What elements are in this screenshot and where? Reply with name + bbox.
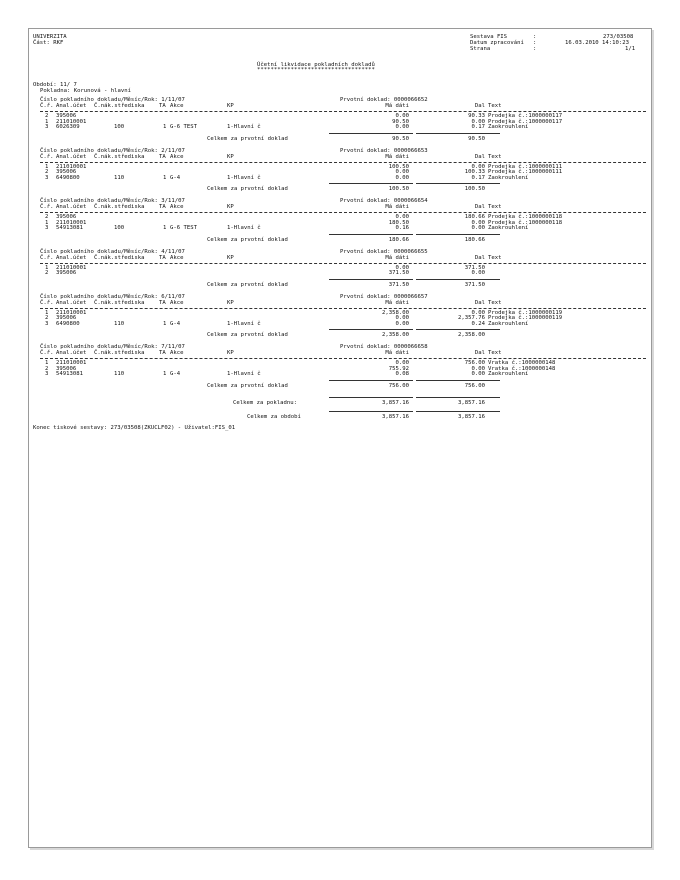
document-total-label: Celkem za prvotní doklad (207, 332, 288, 338)
row-number: 1 (45, 219, 49, 226)
col-action: Akce (170, 153, 184, 160)
col-credit: Dal (474, 103, 485, 109)
col-credit: Dal (474, 254, 485, 261)
row-kp: 1-Hlavní č (227, 320, 261, 327)
row-number: 1 (45, 309, 49, 316)
row-account: 211010001 (56, 309, 87, 316)
document-total-credit: 2,358.00 (458, 332, 485, 338)
row-kp: 1-Hlavní č (227, 174, 261, 181)
row-text: Vratka č.:1000000148 (488, 365, 556, 372)
row-credit: 0.00 (471, 309, 485, 316)
row-debit: 371.50 (388, 270, 409, 276)
period-total-line-credit (416, 411, 500, 412)
col-kp: KP (227, 350, 234, 356)
row-account: 395006 (56, 214, 77, 220)
col-debit: Má dáti (385, 103, 409, 109)
col-cost-center: Č.nák.střediska (94, 350, 145, 356)
row-text: Vratka č.:1000000148 (488, 360, 556, 366)
row-cost-center: 110 (114, 320, 125, 327)
processed-at: 16.03.2010 14:10:23 (565, 40, 629, 46)
row-ta: 1 (163, 371, 167, 377)
document-total-label: Celkem za prvotní doklad (207, 135, 288, 142)
period-total-credit: 3,857.16 (458, 413, 485, 420)
cashbox-label: Pokladna: Korunová - hlavní (40, 88, 131, 94)
primary-doc-number: Prvotní doklad: 0000066652 (340, 97, 428, 103)
row-number: 1 (45, 118, 49, 125)
col-ta: TA (159, 254, 166, 261)
col-kp: KP (227, 153, 234, 160)
row-number: 1 (45, 163, 49, 170)
col-account: Anal.účet (56, 299, 87, 306)
row-action: G-6 TEST (170, 225, 197, 231)
col-text: Text (488, 103, 502, 109)
cashbox-total-label: Celkem za pokladnu: (233, 399, 297, 406)
row-credit: 0.00 (471, 219, 485, 226)
document-total-debit: 756.00 (388, 382, 409, 389)
row-debit: 2,358.00 (382, 309, 409, 316)
row-number: 3 (45, 124, 49, 130)
col-credit: Dal (474, 153, 485, 160)
col-cost-center: Č.nák.střediska (94, 204, 145, 210)
row-kp: 1-Hlavní č (227, 124, 261, 130)
total-line-debit (329, 133, 413, 134)
primary-doc-number: Prvotní doklad: 0000066654 (340, 198, 428, 204)
col-debit: Má dáti (385, 153, 409, 160)
col-text: Text (488, 204, 502, 210)
row-debit: 0.00 (395, 169, 409, 175)
document-total-label: Celkem za prvotní doklad (207, 236, 288, 243)
document-number: Číslo pokladního dokladu/Měsíc/Rok: 3/11/07 (40, 198, 185, 204)
cashbox-total-credit: 3,857.16 (458, 399, 485, 406)
total-line-credit (416, 183, 500, 184)
row-number: 2 (45, 315, 49, 321)
row-text: Prodejka č.:1000000118 (488, 219, 563, 226)
col-credit: Dal (474, 350, 485, 356)
row-account: 395006 (56, 169, 77, 175)
row-number: 3 (45, 174, 49, 181)
period-label: Období: 11/ 7 (33, 82, 77, 88)
primary-doc-number: Prvotní doklad: 0000066657 (340, 293, 428, 300)
period-total-line-debit (329, 411, 413, 412)
document-total-credit: 371.50 (464, 281, 485, 288)
row-credit: 90.33 (468, 113, 485, 119)
row-number: 3 (45, 371, 49, 377)
row-debit: 0.00 (395, 315, 409, 321)
report-label: Sestava FIS (470, 34, 508, 40)
header-divider (40, 263, 646, 264)
col-ta: TA (159, 299, 166, 306)
row-account: 211010001 (56, 360, 87, 366)
row-text: Prodejka č.:1000000111 (488, 169, 563, 175)
document-total-credit: 756.00 (464, 382, 485, 389)
cashbox-value: Korunová - hlavní (73, 88, 131, 94)
row-account: 211010001 (56, 118, 87, 125)
col-text: Text (488, 153, 502, 160)
header-divider (40, 162, 646, 163)
row-credit: 0.00 (471, 371, 485, 377)
header-divider (40, 358, 646, 359)
total-line-debit (329, 183, 413, 184)
document-number: Číslo pokladního dokladu/Měsíc/Rok: 1/11/07 (40, 97, 185, 103)
col-action: Akce (170, 204, 184, 210)
row-credit: 371.50 (464, 264, 485, 271)
document-total-debit: 100.50 (388, 186, 409, 192)
row-account: 6490800 (56, 320, 80, 327)
report-title: Účetní likvidace pokladních dokladů (257, 62, 375, 68)
row-text: Prodejka č.:1000000119 (488, 315, 563, 321)
col-ta: TA (159, 350, 166, 356)
col-text: Text (488, 350, 502, 356)
row-credit: 0.00 (471, 163, 485, 170)
row-credit: 100.33 (464, 169, 485, 175)
row-text: Prodejka č.:1000000117 (488, 113, 563, 119)
document-total-debit: 90.50 (392, 135, 409, 142)
row-ta: 1 (163, 320, 167, 327)
col-ta: TA (159, 103, 166, 109)
row-text: Zaokrouhlení (488, 174, 529, 181)
row-account: 6026309 (56, 124, 80, 130)
header-divider (40, 111, 646, 112)
row-credit: 0.00 (471, 365, 485, 372)
row-debit: 90.50 (392, 118, 409, 125)
row-text: Prodejka č.:1000000111 (488, 163, 563, 170)
col-credit: Dal (474, 299, 485, 306)
org-name: UNIVERZITA (33, 34, 67, 40)
row-account: 6490800 (56, 174, 80, 181)
col-row-no: Č.ř. (40, 254, 54, 261)
row-debit: 0.00 (395, 360, 409, 366)
row-number: 3 (45, 320, 49, 327)
document-total-debit: 2,358.00 (382, 332, 409, 338)
document-total-credit: 180.66 (464, 236, 485, 243)
col-action: Akce (170, 299, 184, 306)
primary-doc-number: Prvotní doklad: 0000066653 (340, 147, 428, 154)
row-action: G-4 (170, 371, 181, 377)
document-number: Číslo pokladního dokladu/Měsíc/Rok: 7/11/07 (40, 344, 185, 350)
row-account: 211010001 (56, 219, 87, 226)
col-account: Anal.účet (56, 350, 87, 356)
report-footer: Konec tiskové sestavy: 273/03508(ZKUCLF02) - Uživatel:FIS_01 (33, 424, 236, 431)
row-debit: 0.08 (395, 371, 409, 377)
row-cost-center: 110 (114, 174, 125, 181)
col-account: Anal.účet (56, 103, 87, 109)
primary-doc-number: Prvotní doklad: 0000066655 (340, 248, 428, 255)
row-action: G-6 TEST (170, 124, 197, 130)
row-number: 2 (45, 169, 49, 175)
cashbox-total-line-debit (329, 397, 413, 398)
row-credit: 0.24 (471, 320, 485, 327)
document-total-label: Celkem za prvotní doklad (207, 281, 288, 288)
row-account: 54913081 (56, 225, 83, 231)
row-debit: 0.00 (395, 113, 409, 119)
row-account: 395006 (56, 315, 77, 321)
total-line-debit (329, 234, 413, 235)
row-number: 2 (45, 214, 49, 220)
row-kp: 1-Hlavní č (227, 225, 261, 231)
row-credit: 0.00 (471, 225, 485, 231)
row-number: 2 (45, 270, 49, 276)
col-debit: Má dáti (385, 299, 409, 306)
primary-doc-number: Prvotní doklad: 0000066658 (340, 344, 428, 350)
total-line-credit (416, 279, 500, 280)
document-total-label: Celkem za prvotní doklad (207, 186, 288, 192)
row-credit: 0.00 (471, 118, 485, 125)
row-ta: 1 (163, 225, 167, 231)
period-total-debit: 3,857.16 (382, 413, 409, 420)
total-line-credit (416, 380, 500, 381)
col-debit: Má dáti (385, 204, 409, 210)
col-kp: KP (227, 103, 234, 109)
row-cost-center: 110 (114, 371, 125, 377)
row-debit: 0.00 (395, 264, 409, 271)
cashbox-total-line-credit (416, 397, 500, 398)
row-debit: 100.50 (388, 163, 409, 170)
row-number: 1 (45, 360, 49, 366)
row-text: Prodejka č.:1000000118 (488, 214, 563, 220)
row-text: Zaokrouhlení (488, 225, 529, 231)
row-action: G-4 (170, 320, 181, 327)
col-kp: KP (227, 204, 234, 210)
col-row-no: Č.ř. (40, 103, 54, 109)
row-ta: 1 (163, 124, 167, 130)
document-total-debit: 371.50 (388, 281, 409, 288)
row-account: 211010001 (56, 264, 87, 271)
header-divider (40, 308, 646, 309)
report-page: UNIVERZITA Část: RKF Sestava FIS : 273/03508 Datum zpracování : 16.03.2010 14:10:23 Strana : 1/1 Účetní likvidace pokladních dokladů *********************************** Období: 11/ 7 Pokladna: Korunová - hlavní Číslo pokladního dokladu/Měsíc/Rok: 1/11/07 Prvotní doklad: 0000066652 Č.ř. Anal.účet Č.nák.střediska TA Akce KP Má dáti Dal Text 2 395006 0.00 90.33 Prodejka č.:1000000117 1 211010001 90.50 0.00 Prodejka č.:1000000117 3 6026309 100 1 G-6 TEST 1-Hlavní č 0.00 0.17 Zaokrouhlení Celkem za prvotní doklad 90.50 90.50 Číslo pokladního dokladu/Měsíc/Rok: 2/11/07 Prvotní doklad: 0000066653 Č.ř. Anal.účet Č.nák.střediska TA Akce KP Má dáti Dal Text 1 211010001 100.50 0.00 Prodejka č.:1000000111 2 395006 0.00 100.33 Prodejka č.:1000000111 3 6490800 110 1 G-4 1-Hlavní č 0.00 0.17 Zaokrouhlení Celkem za prvotní doklad 100.50 100.50 Číslo pokladního dokladu/Měsíc/Rok: 3/11/07 Prvotní doklad: 0000066654 Č.ř. Anal.účet Č.nák.střediska TA Akce KP Má dáti Dal Text 2 395006 0.00 180.66 Prodejka č.:1000000118 1 211010001 180.50 0.00 Prodejka č.:1000000118 3 54913081 100 1 G-6 TEST 1-Hlavní č 0.16 0.00 Zaokrouhlení Celkem za prvotní doklad 180.66 180.66 Číslo pokladního dokladu/Měsíc/Rok: 4/11/07 Prvotní doklad: 0000066655 Č.ř. Anal.účet Č.nák.střediska TA Akce KP Má dáti Dal Text 1 211010001 0.00 371.50 2 395006 371.50 0.00 Celkem za prvotní doklad 371.50 371.50 Číslo pokladního dokladu/Měsíc/Rok: 6/11/07 Prvotní doklad: 0000066657 Č.ř. Anal.účet Č.nák.střediska TA Akce KP Má dáti Dal Text 1 211010001 2,358.00 0.00 Prodejka č.:1000000119 2 395006 0.00 2,357.76 Prodejka č.:1000000119 3 6490800 110 1 G-4 1-Hlavní č 0.00 0.24 Zaokrouhlení Celkem za prvotní doklad 2,358.00 2,358.00 Číslo pokladního dokladu/Měsíc/Rok: 7/11/07 Prvotní doklad: 0000066658 Č.ř. Anal.účet Č.nák.střediska TA Akce KP Má dáti Dal Text 1 211010001 0.00 756.00 Vratka č.:1000000148 2 395006 755.92 0.00 Vratka č.:1000000148 3 54913081 110 1 G-4 1-Hlavní č 0.08 0.00 Zaokrouhlení Celkem za prvotní doklad 756.00 756.00 Celkem za pokladnu: 3,857.16 3,857.16 Celkem za období 3,857.16 3,857.16 Konec tiskové sestavy: 273/03508(ZKUCLF02) - Uživatel:FIS_01 (28, 28, 652, 848)
document-total-debit: 180.66 (388, 236, 409, 243)
col-kp: KP (227, 254, 234, 261)
document-total-credit: 100.50 (464, 186, 485, 192)
col-row-no: Č.ř. (40, 299, 54, 306)
col-cost-center: Č.nák.střediska (94, 103, 145, 109)
row-account: 395006 (56, 270, 77, 276)
row-debit: 0.00 (395, 320, 409, 327)
col-action: Akce (170, 254, 184, 261)
row-text: Zaokrouhlení (488, 124, 529, 130)
row-cost-center: 100 (114, 124, 125, 130)
row-number: 2 (45, 365, 49, 372)
col-account: Anal.účet (56, 204, 87, 210)
row-account: 395006 (56, 113, 77, 119)
total-line-debit (329, 279, 413, 280)
row-credit: 0.17 (471, 174, 485, 181)
title-underline: *********************************** (257, 67, 375, 73)
period-value: 11/ 7 (59, 82, 77, 88)
col-row-no: Č.ř. (40, 153, 54, 160)
processed-label: Datum zpracování (470, 40, 524, 46)
col-action: Akce (170, 350, 184, 356)
row-kp: 1-Hlavní č (227, 371, 261, 377)
row-credit: 180.66 (464, 214, 485, 220)
row-number: 2 (45, 113, 49, 119)
col-debit: Má dáti (385, 254, 409, 261)
row-cost-center: 100 (114, 225, 125, 231)
row-debit: 180.50 (388, 219, 409, 226)
row-debit: 0.16 (395, 225, 409, 231)
total-line-credit (416, 234, 500, 235)
row-text: Prodejka č.:1000000117 (488, 118, 563, 125)
col-row-no: Č.ř. (40, 350, 54, 356)
col-debit: Má dáti (385, 350, 409, 356)
col-kp: KP (227, 299, 234, 306)
row-text: Prodejka č.:1000000119 (488, 309, 563, 316)
col-cost-center: Č.nák.střediska (94, 254, 145, 261)
period-total-label: Celkem za období (247, 413, 301, 420)
cashbox-total-debit: 3,857.16 (382, 399, 409, 406)
row-number: 1 (45, 264, 49, 271)
row-text: Zaokrouhlení (488, 371, 529, 377)
row-text: Zaokrouhlení (488, 320, 529, 327)
row-account: 54913081 (56, 371, 83, 377)
row-ta: 1 (163, 174, 167, 181)
row-account: 211010001 (56, 163, 87, 170)
row-credit: 0.17 (471, 124, 485, 130)
org-unit: Část: RKF (33, 40, 64, 46)
col-account: Anal.účet (56, 254, 87, 261)
col-credit: Dal (474, 204, 485, 210)
document-number: Číslo pokladního dokladu/Měsíc/Rok: 4/11/07 (40, 248, 185, 255)
row-account: 395006 (56, 365, 77, 372)
row-credit: 2,357.76 (458, 315, 485, 321)
row-credit: 756.00 (464, 360, 485, 366)
document-number: Číslo pokladního dokladu/Měsíc/Rok: 6/11/07 (40, 293, 185, 300)
row-debit: 0.00 (395, 124, 409, 130)
row-number: 3 (45, 225, 49, 231)
total-line-debit (329, 380, 413, 381)
col-cost-center: Č.nák.střediska (94, 299, 145, 306)
document-total-label: Celkem za prvotní doklad (207, 382, 288, 389)
document-total-credit: 90.50 (468, 135, 485, 142)
row-debit: 755.92 (388, 365, 409, 372)
page-label: Strana (470, 46, 491, 52)
page-number: 1/1 (625, 46, 636, 52)
col-ta: TA (159, 204, 166, 210)
col-text: Text (488, 299, 502, 306)
col-row-no: Č.ř. (40, 204, 54, 210)
total-line-debit (329, 329, 413, 330)
col-action: Akce (170, 103, 184, 109)
row-credit: 0.00 (471, 270, 485, 276)
col-text: Text (488, 254, 502, 261)
row-action: G-4 (170, 174, 181, 181)
row-debit: 0.00 (395, 174, 409, 181)
row-debit: 0.00 (395, 214, 409, 220)
document-number: Číslo pokladního dokladu/Měsíc/Rok: 2/11/07 (40, 147, 185, 154)
report-id: 273/03508 (603, 34, 634, 40)
total-line-credit (416, 329, 500, 330)
col-ta: TA (159, 153, 166, 160)
header-divider (40, 212, 646, 213)
col-account: Anal.účet (56, 153, 87, 160)
col-cost-center: Č.nák.střediska (94, 153, 145, 160)
total-line-credit (416, 133, 500, 134)
